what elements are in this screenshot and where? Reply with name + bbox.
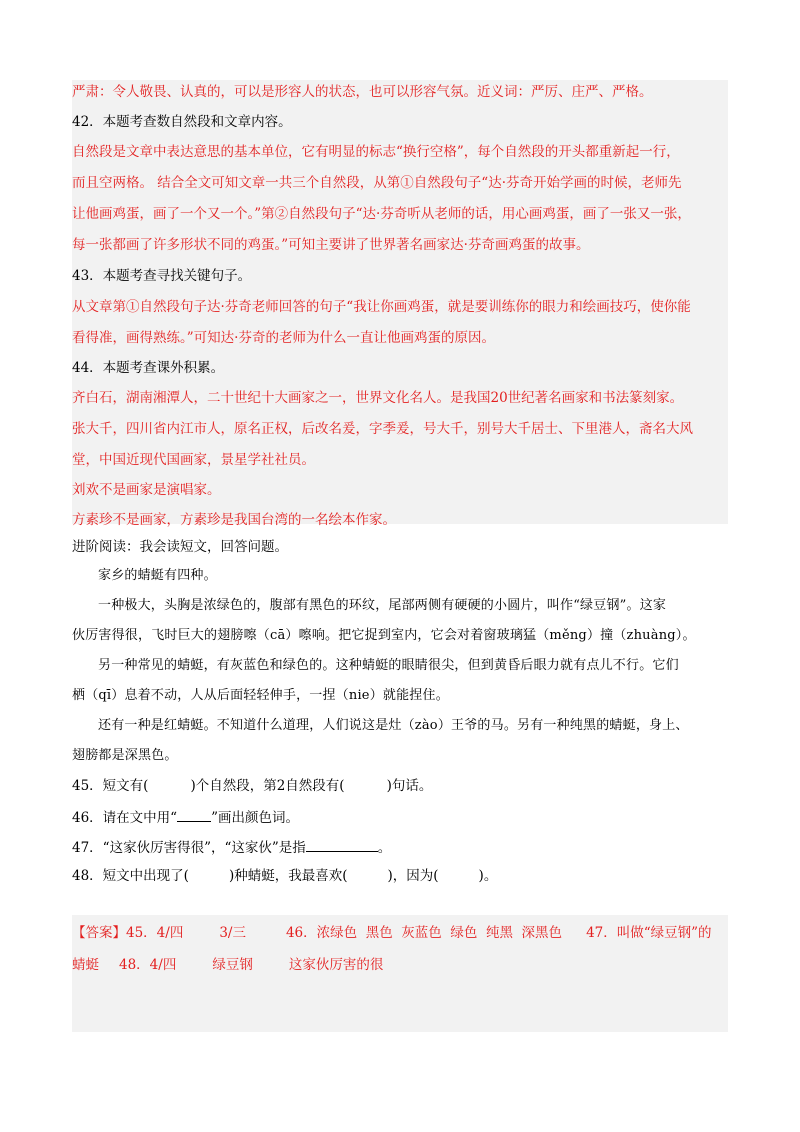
answer-47-part1: 47．叫做“绿豆钢”的 xyxy=(586,925,712,941)
question-46 xyxy=(72,807,299,827)
analysis-line-44-1: 齐白石，湖南湘潭人，二十世纪十大画家之一，世界文化名人。是我国20世纪著名画家和书法篆刻家。 xyxy=(72,390,684,406)
reading-intro: 进阶阅读：我会读短文，回答问题。 xyxy=(72,539,288,555)
question-47 xyxy=(72,837,391,857)
analysis-line-yansu: 严肃：令人敬畏、认真的，可以是形容人的状态，也可以形容气氛。近义词：严厉、庄严、严格。 xyxy=(72,84,653,100)
analysis-line-44-4: 刘欢不是画家是演唱家。 xyxy=(72,482,221,498)
story-line-4: 另一种常见的蜻蜓，有灰蓝色和绿色的。这种蜻蜓的眼睛很尖，但到黄昏后眼力就有点儿不行。它们 xyxy=(98,658,679,673)
analysis-line-43-1: 从文章第①自然段句子达·芬奇老师回答的句子“我让你画鸡蛋，就是要训练你的眼力和绘画技巧，使你能 xyxy=(72,299,691,315)
analysis-line-42-3: 让他画鸡蛋，画了一个又一个。”第②自然段句子“达·芬奇听从老师的话，用心画鸡蛋，画了一张又一张， xyxy=(72,206,691,222)
q48-part-d: )。 xyxy=(478,868,498,884)
q48-part-c: )，因为( xyxy=(387,868,439,884)
q46-part-a: 46．请在文中用“ xyxy=(72,810,178,826)
story-line-3: 伙厉害得很，飞时巨大的翅膀嚓（cā）嚓响。把它捉到室内，它会对着窗玻璃猛（měng）撞（zhuàng）。 xyxy=(72,628,696,643)
q45-part-b: )个自然段，第2自然段有( xyxy=(190,778,345,794)
analysis-heading-42: 42．本题考查数自然段和文章内容。 xyxy=(72,114,292,130)
answer-line-2 xyxy=(72,956,383,974)
q48-part-a: 48．短文中出现了( xyxy=(72,868,189,884)
answer-line-1 xyxy=(72,924,712,942)
analysis-line-44-2: 张大千，四川省内江市人，原名正权，后改名爰，字季爰，号大千，别号大千居士、下里港人，斋名大风 xyxy=(72,421,693,437)
q47-blank[interactable] xyxy=(306,837,378,852)
q47-part-b: 。 xyxy=(377,840,392,856)
answer-46-colors: 46．浓绿色 黑色 灰蓝色 绿色 纯黑 深黑色 xyxy=(285,925,563,941)
answer-47-part2: 蜻蜓 xyxy=(72,957,99,973)
answer-45-sentences: 3/三 xyxy=(219,925,246,941)
story-line-7: 翅膀都是深黑色。 xyxy=(72,748,178,763)
analysis-line-42-1: 自然段是文章中表达意思的基本单位，它有明显的标志“换行空格”，每个自然段的开头都重新起一行， xyxy=(72,144,680,160)
answer-label: 【答案】 xyxy=(72,925,126,941)
analysis-line-42-4: 每一张都画了许多形状不同的鸡蛋。”可知主要讲了世界著名画家达·芬奇画鸡蛋的故事。 xyxy=(72,237,590,253)
answer-45-paragraphs: 45．4/四 xyxy=(126,925,184,941)
q46-underline-sample xyxy=(177,807,211,822)
analysis-line-42-2: 而且空两格。 结合全文可知文章一共三个自然段，从第①自然段句子“达·芬奇开始学画的时候，老师先 xyxy=(72,175,682,191)
q45-part-a: 45．短文有( xyxy=(72,778,149,794)
answer-48-reason: 这家伙厉害的很 xyxy=(288,957,384,973)
analysis-line-44-5: 方素珍不是画家，方素珍是我国台湾的一名绘本作家。 xyxy=(72,512,396,528)
q46-part-b: ”画出颜色词。 xyxy=(211,810,299,826)
analysis-heading-44: 44．本题考查课外积累。 xyxy=(72,360,225,376)
story-line-5: 栖（qī）息着不动，人从后面轻轻伸手，一捏（nie）就能捏住。 xyxy=(72,688,449,703)
answer-48-favorite: 绿豆钢 xyxy=(212,957,253,973)
analysis-line-44-3: 堂，中国近现代国画家，景星学社社员。 xyxy=(72,452,315,468)
story-line-2: 一种极大，头胸是浓绿色的，腹部有黑色的环纹，尾部两侧有硬硬的小圆片，叫作“绿豆钢”。这家 xyxy=(98,598,667,613)
q48-part-b: )种蜻蜓，我最喜欢( xyxy=(228,868,348,884)
answer-48-count: 48．4/四 xyxy=(119,957,177,973)
question-45 xyxy=(72,777,432,795)
q45-part-c: )句话。 xyxy=(386,778,433,794)
story-line-6: 还有一种是红蜻蜓。不知道什么道理，人们说这是灶（zào）王爷的马。另有一种纯黑的蜻蜓，身上、 xyxy=(98,718,689,733)
story-line-1: 家乡的蜻蜓有四种。 xyxy=(98,568,217,583)
analysis-heading-43: 43．本题考查寻找关键句子。 xyxy=(72,268,252,284)
question-48 xyxy=(72,867,497,885)
analysis-line-43-2: 看得准，画得熟练。”可知达·芬奇的老师为什么一直让他画鸡蛋的原因。 xyxy=(72,330,495,346)
q47-part-a: 47．“这家伙厉害得很”，“这家伙”是指 xyxy=(72,840,306,856)
